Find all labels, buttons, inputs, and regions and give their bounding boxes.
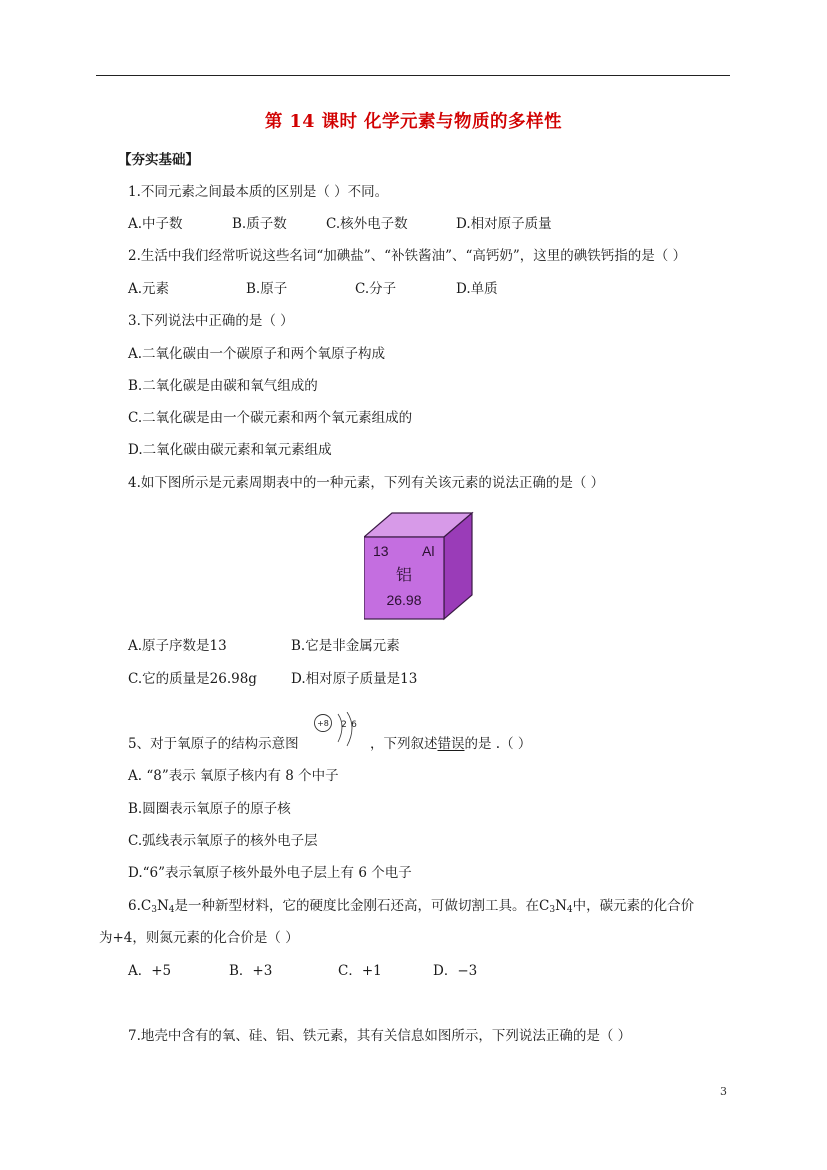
section-heading: 【夯实基础】 [118, 152, 199, 168]
q6-option-b: B．+3 [229, 963, 273, 979]
q6-formula-n2: N [555, 898, 567, 914]
q4-option-a: A.原子序数是13 [128, 638, 227, 654]
q6-option-d: D．−3 [433, 963, 478, 979]
q6-formula-n: N [156, 898, 169, 914]
q4-option-d: D.相对原子质量是13 [291, 671, 418, 687]
q6-stem-line1 [128, 897, 694, 915]
q6-sub-2: 4 [168, 905, 175, 915]
q2-stem: 2.生活中我们经常听说这些名词“加碘盐”、“补铁酱油”、“高钙奶”，这里的碘铁钙指的是（ ） [128, 248, 687, 264]
q6-sub-1: 3 [151, 905, 157, 915]
cell-symbol: Al [422, 543, 435, 559]
cell-atomic-mass: 26.98 [386, 592, 422, 608]
q6-stem-line2: 为+4，则氮元素的化合价是（ ） [99, 930, 299, 946]
oxygen-atom-diagram [313, 712, 367, 748]
q3-option-b: B.二氧化碳是由碳和氧气组成的 [128, 378, 318, 394]
q1-option-a: A.中子数 [128, 216, 183, 232]
q7-stem: 7.地壳中含有的氧、硅、铝、铁元素，其有关信息如图所示，下列说法正确的是（ ） [128, 1028, 632, 1044]
q3-option-c: C.二氧化碳是由一个碳元素和两个氧元素组成的 [128, 410, 413, 426]
q5-option-a: A. “8”表示 氧原子核内有 8 个中子 [128, 768, 339, 784]
q4-option-b: B.它是非金属元素 [291, 638, 400, 654]
q5-stem-post: 的是 .（ ） [464, 736, 532, 752]
q5-option-c: C.弧线表示氧原子的核外电子层 [128, 833, 318, 849]
q1-option-c: C.核外电子数 [326, 216, 408, 232]
shell-2-electrons: 6 [351, 720, 357, 730]
q1-stem: 1.不同元素之间最本质的区别是（ ）不同。 [128, 184, 389, 200]
q6-sub-3: 3 [549, 905, 556, 915]
cell-name: 铝 [395, 565, 413, 584]
q3-option-a: A.二氧化碳由一个碳原子和两个氧原子构成 [128, 346, 386, 362]
page-number: 3 [720, 1085, 727, 1098]
q3-stem: 3.下列说法中正确的是（ ） [128, 313, 294, 329]
q2-option-c: C.分子 [355, 281, 397, 297]
q5-option-b: B.圆圈表示氧原子的原子核 [128, 801, 291, 817]
q1-option-b: B.质子数 [232, 216, 287, 232]
q1-option-d: D.相对原子质量 [456, 216, 552, 232]
q2-option-a: A.元素 [128, 281, 170, 297]
q6-formula-c: 6.C [128, 898, 152, 914]
q5-option-d: D.“6”表示氧原子核外最外电子层上有 6 个电子 [128, 865, 412, 881]
q3-option-d: D.二氧化碳由碳元素和氧元素组成 [128, 442, 332, 458]
q6-stem-end: 中，碳元素的化合价 [572, 898, 695, 914]
periodic-cell-figure [364, 509, 474, 621]
header-rule [96, 75, 730, 76]
q6-stem-middle: 是一种新型材料，它的硬度比金刚石还高，可做切割工具。在C [174, 898, 550, 914]
q4-option-c: C.它的质量是26.98g [128, 671, 257, 687]
q2-option-b: B.原子 [246, 281, 288, 297]
q5-emphasis-word: 错误 [437, 736, 465, 752]
q2-option-d: D.单质 [456, 281, 498, 297]
shell-1-electrons: 2 [341, 720, 347, 730]
q5-stem-start: 5、对于氧原子的结构示意图 [128, 736, 299, 752]
q6-option-a: A．+5 [128, 963, 172, 979]
q6-sub-4: 4 [566, 905, 573, 915]
cell-atomic-number: 13 [373, 543, 389, 559]
q6-option-c: C．+1 [338, 963, 382, 979]
q5-stem-mid: ，下列叙述 [370, 736, 438, 752]
q5-stem-end [370, 735, 531, 753]
page-title: 第 14 课时 化学元素与物质的多样性 [264, 112, 563, 132]
nucleus-charge: +8 [317, 719, 329, 728]
q4-stem: 4.如下图所示是元素周期表中的一种元素，下列有关该元素的说法正确的是（ ） [128, 475, 605, 491]
